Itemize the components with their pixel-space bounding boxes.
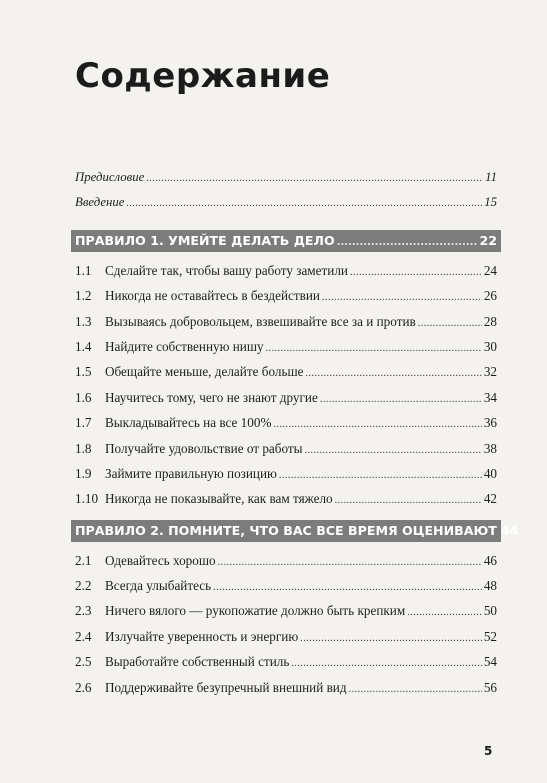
- toc-entry-number: 1.1: [75, 262, 92, 278]
- toc-entry-title: Излучайте уверенность и энергию: [105, 628, 299, 644]
- toc-entry-title: Получайте удовольствие от работы: [105, 440, 303, 456]
- dot-leader: [218, 550, 482, 575]
- toc-entry-title: Выкладывайтесь на все 100%: [105, 415, 272, 431]
- toc-entry: [75, 334, 497, 359]
- toc-entry: [75, 359, 497, 384]
- dot-leader: [305, 438, 482, 463]
- toc-entry-number: 1.3: [75, 313, 92, 329]
- toc-entry-page: 38: [483, 440, 497, 456]
- dot-leader: [279, 463, 482, 488]
- toc-entry-page: 56: [483, 679, 497, 695]
- toc-entry-number: 1.9: [75, 465, 92, 481]
- section-title: ПРАВИЛО 1. УМЕЙТЕ ДЕЛАТЬ ДЕЛО: [75, 232, 335, 248]
- toc-entry: [75, 486, 497, 511]
- toc-entry-title: Поддерживайте безупречный внешний вид: [105, 679, 347, 695]
- dot-leader: [350, 260, 482, 285]
- dot-leader: [273, 412, 481, 437]
- toc-entry-page: 32: [483, 364, 497, 380]
- dot-leader: [300, 626, 482, 651]
- toc-entry-title: Предисловие: [75, 170, 145, 184]
- toc-entry-title: Никогда не оставайтесь в бездействии: [105, 288, 320, 304]
- toc-entry-title: Научитесь тому, чего не знают другие: [105, 389, 318, 405]
- dot-leader: [213, 575, 482, 600]
- dot-leader: [320, 387, 482, 412]
- dot-leader: [126, 191, 482, 216]
- toc-entry-page: 50: [483, 603, 497, 619]
- toc-entry-number: 1.7: [75, 415, 92, 431]
- toc-entry-page: 30: [483, 338, 497, 354]
- dot-leader: [322, 285, 482, 310]
- page-number: 5: [484, 744, 493, 758]
- toc-entry: [75, 283, 497, 308]
- toc-entry: [75, 258, 497, 283]
- dot-leader: [407, 600, 482, 625]
- toc-entry-page: 54: [483, 654, 497, 670]
- toc-entry-number: 1.4: [75, 338, 92, 354]
- section-heading-rule-1: [71, 230, 501, 252]
- toc-entry-page: 26: [483, 288, 497, 304]
- toc-entry: [75, 385, 497, 410]
- toc-entry-page: 15: [484, 195, 497, 210]
- section-heading-rule-2: [71, 520, 519, 542]
- toc-entry: [75, 461, 497, 486]
- toc-entry-page: 52: [483, 628, 497, 644]
- section-page: 44: [500, 522, 519, 538]
- toc-entry: [75, 410, 497, 435]
- toc-entry-page: 34: [483, 389, 497, 405]
- toc-entry-number: 2.1: [75, 552, 92, 568]
- toc-entry-number: 1.5: [75, 364, 92, 380]
- dot-leader: [418, 311, 482, 336]
- toc-entry-title: Вызываясь добровольцем, взвешивайте все за и против: [105, 313, 416, 329]
- toc-entry-title: Ничего вялого — рукопожатие должно быть крепким: [105, 603, 406, 619]
- toc-entry: [75, 649, 497, 674]
- toc-entry-number: 2.5: [75, 654, 92, 670]
- toc-entry: [75, 573, 497, 598]
- toc-entry-page: 36: [483, 415, 497, 431]
- page-title: Содержание: [75, 56, 331, 96]
- toc-entry-preface: [75, 165, 497, 190]
- toc-entry-title: Найдите собственную нишу: [105, 338, 264, 354]
- toc-entry-title: Одевайтесь хорошо: [105, 552, 216, 568]
- toc-entry: [75, 436, 497, 461]
- dot-leader: [291, 651, 481, 676]
- toc-entry-page: 24: [483, 262, 497, 278]
- toc-entry-number: 2.3: [75, 603, 92, 619]
- toc-entry-number: 1.10: [75, 491, 99, 507]
- toc-entry-page: 28: [483, 313, 497, 329]
- table-of-contents: [75, 165, 519, 700]
- dot-leader: [146, 166, 483, 191]
- toc-entry-title: Введение: [75, 195, 125, 210]
- dot-leader: [266, 336, 482, 361]
- section-title: ПРАВИЛО 2. ПОМНИТЕ, ЧТО ВАС ВСЕ ВРЕМЯ ОЦЕНИВАЮТ: [75, 522, 497, 538]
- toc-entry: [75, 598, 497, 623]
- toc-entry-introduction: [75, 190, 497, 215]
- toc-entry: [75, 548, 497, 573]
- toc-entry-number: 2.6: [75, 679, 92, 695]
- dot-leader: [349, 677, 482, 702]
- toc-entry-page: 48: [483, 578, 497, 594]
- toc-entry-page: 46: [483, 552, 497, 568]
- toc-entry-title: Никогда не показывайте, как вам тяжело: [105, 491, 333, 507]
- toc-entry: [75, 675, 497, 700]
- toc-entry-number: 1.6: [75, 389, 92, 405]
- dot-leader: [337, 232, 478, 254]
- toc-entry-number: 1.2: [75, 288, 92, 304]
- toc-entry-page: 42: [483, 491, 497, 507]
- toc-entry-number: 2.4: [75, 628, 92, 644]
- toc-entry-title: Обещайте меньше, делайте больше: [105, 364, 304, 380]
- toc-entry-title: Выработайте собственный стиль: [105, 654, 290, 670]
- toc-entry-title: Сделайте так, чтобы вашу работу заметили: [105, 262, 348, 278]
- toc-entry-title: Всегда улыбайтесь: [105, 578, 212, 594]
- section-page: 22: [479, 232, 497, 248]
- dot-leader: [305, 361, 481, 386]
- toc-entry-page: 40: [483, 465, 497, 481]
- toc-entry-number: 1.8: [75, 440, 92, 456]
- dot-leader: [335, 488, 482, 513]
- toc-entry-title: Займите правильную позицию: [105, 465, 277, 481]
- toc-entry-number: 2.2: [75, 578, 92, 594]
- toc-entry: [75, 624, 497, 649]
- toc-entry-page: 11: [485, 170, 497, 184]
- toc-entry: [75, 309, 497, 334]
